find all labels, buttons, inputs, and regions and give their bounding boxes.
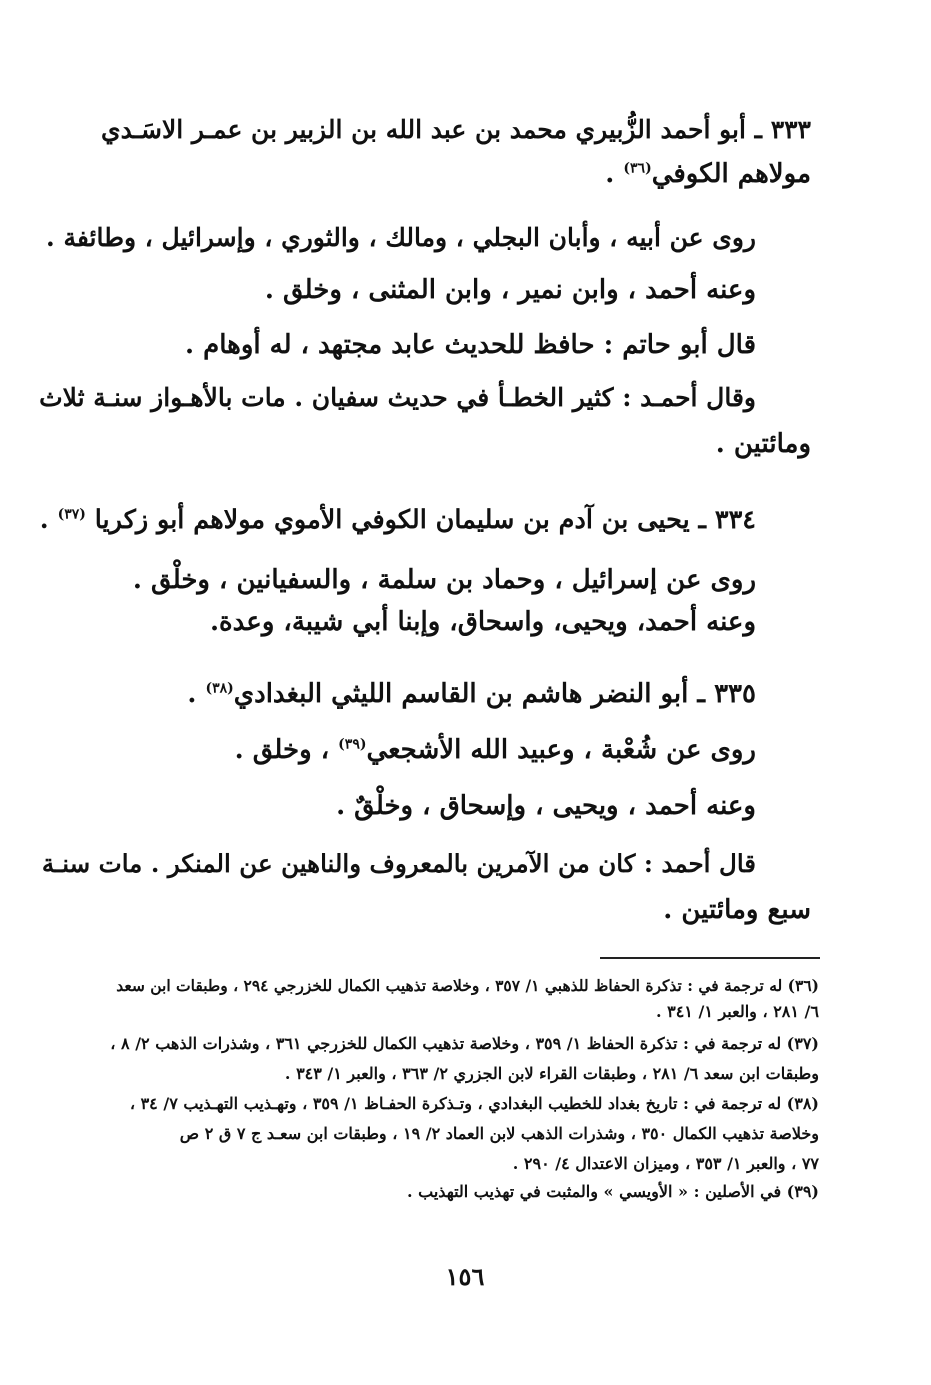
footnote-37-line2: وطبقات ابن سعد ٦/ ٢٨١ ، وطبقات القراء لابن الجزري ٢/ ٣٦٣ ، والعبر ١/ ٣٤٣ .: [284, 1064, 819, 1083]
entry-334-heading-text: ٣٣٤ ـ يحيى بن آدم بن سليمان الكوفي الأموي مولاهم أبو زكريا: [94, 505, 756, 535]
footnote-36-line2: ٦/ ٢٨١ ، والعبر ١/ ٣٤١ .: [655, 1002, 819, 1021]
entry-335-heading: [187, 676, 756, 712]
entry-335-narrated-from: [235, 732, 756, 768]
entry-333-heading-line1: ٣٣٣ ـ أبو أحمد الزُّبيري محمد بن عبد الله بن الزبير بن عمـر الاسَـدي: [101, 115, 811, 144]
footnote-ref-39: (٣٩): [338, 736, 367, 753]
entry-334-narrated-from: روى عن إسرائيل ، وحماد بن سلمة ، والسفيانين ، وخلْق .: [132, 565, 756, 595]
entry-333-narrated-from: روى عن أبيه ، وأبان البجلي ، ومالك ، والثوري ، وإسرائيل ، وطائفة .: [46, 223, 756, 252]
entry-333-ahmad-quote-line1: وقال أحمـد : كثير الخطـأ في حديث سفيان . مات بالأهـواز سنـة ثلاث: [39, 383, 756, 412]
entry-333-ahmad-quote-line2: ومائتين .: [715, 429, 811, 459]
entry-334-heading: [40, 502, 756, 538]
entry-335-ahmad-quote-line2: سبع ومائتين .: [663, 895, 811, 925]
entry-333-heading-line2: [605, 156, 811, 192]
footnote-38-line3: ٧٧ ، والعبر ١/ ٣٥٣ ، وميزان الاعتدال ٤/ ٢٩٠ .: [512, 1154, 819, 1173]
footnote-38-line1: (٣٨) له ترجمة في : تاريخ بغداد للخطيب البغدادي ، وتـذكرة الحفـاظ ١/ ٣٥٩ ، وتهـذيب التهـذيب ٧/ ٣٤ ،: [129, 1094, 819, 1113]
footnote-37-line1: (٣٧) له ترجمة في : تذكرة الحفاظ ١/ ٣٥٩ ، وخلاصة تذهيب الكمال للخزرجي ٣٦١ ، وشذرات الذهب ٢/ ٨ ،: [110, 1034, 819, 1053]
entry-334-heading-period: .: [39, 505, 49, 535]
entry-335-heading-text: ٣٣٥ ـ أبو النضر هاشم بن القاسم الليثي البغدادي: [233, 679, 756, 709]
entry-335-narrated-by: وعنه أحمد ، ويحيى ، وإسحاق ، وخلْقٌ .: [336, 791, 756, 821]
footnote-separator: [600, 957, 820, 959]
entry-333-abu-hatim-quote: قال أبو حاتم : حافظ للحديث عابد مجتهد ، له أوهام .: [185, 330, 756, 360]
entry-333-narrated-by: وعنه أحمد ، وابن نمير ، وابن المثنى ، وخلق .: [264, 275, 756, 305]
entry-335-ahmad-quote-line1: قال أحمد : كان من الآمرين بالمعروف والناهين عن المنكر . مات سنـة: [41, 849, 756, 878]
footnote-ref-36: (٣٦): [623, 160, 652, 177]
entry-335-narrated-from-tail: ، وخلق .: [234, 735, 330, 765]
footnote-39-line1: (٣٩) في الأصلين : « الأويسي » والمثبت في تهذيب التهذيب .: [406, 1182, 819, 1201]
entry-333-heading-text: مولاهم الكوفي: [651, 159, 811, 189]
entry-333-heading-period: .: [605, 159, 615, 189]
entry-335-narrated-from-text: روى عن شُعْبة ، وعبيد الله الأشجعي: [366, 735, 756, 765]
page-number: ١٥٦: [445, 1262, 485, 1291]
footnote-36-line1: (٣٦) له ترجمة في : تذكرة الحفاظ للذهبي ١/ ٣٥٧ ، وخلاصة تذهيب الكمال للخزرجي ٢٩٤ ، وطبقات ابن سعد: [116, 976, 819, 995]
entry-335-heading-period: .: [187, 679, 197, 709]
footnote-ref-37: (٣٧): [57, 506, 86, 523]
entry-334-narrated-by: وعنه أحمد، ويحيى، واسحاق، وإبنا أبي شيبة، وعدة.: [209, 607, 756, 637]
footnote-38-line2: وخلاصة تذهيب الكمال ٣٥٠ ، وشذرات الذهب لابن العماد ٢/ ١٩ ، وطبقات ابن سعـد ج ٧ ق ٢ ص: [179, 1124, 819, 1143]
footnote-ref-38: (٣٨): [205, 680, 234, 697]
